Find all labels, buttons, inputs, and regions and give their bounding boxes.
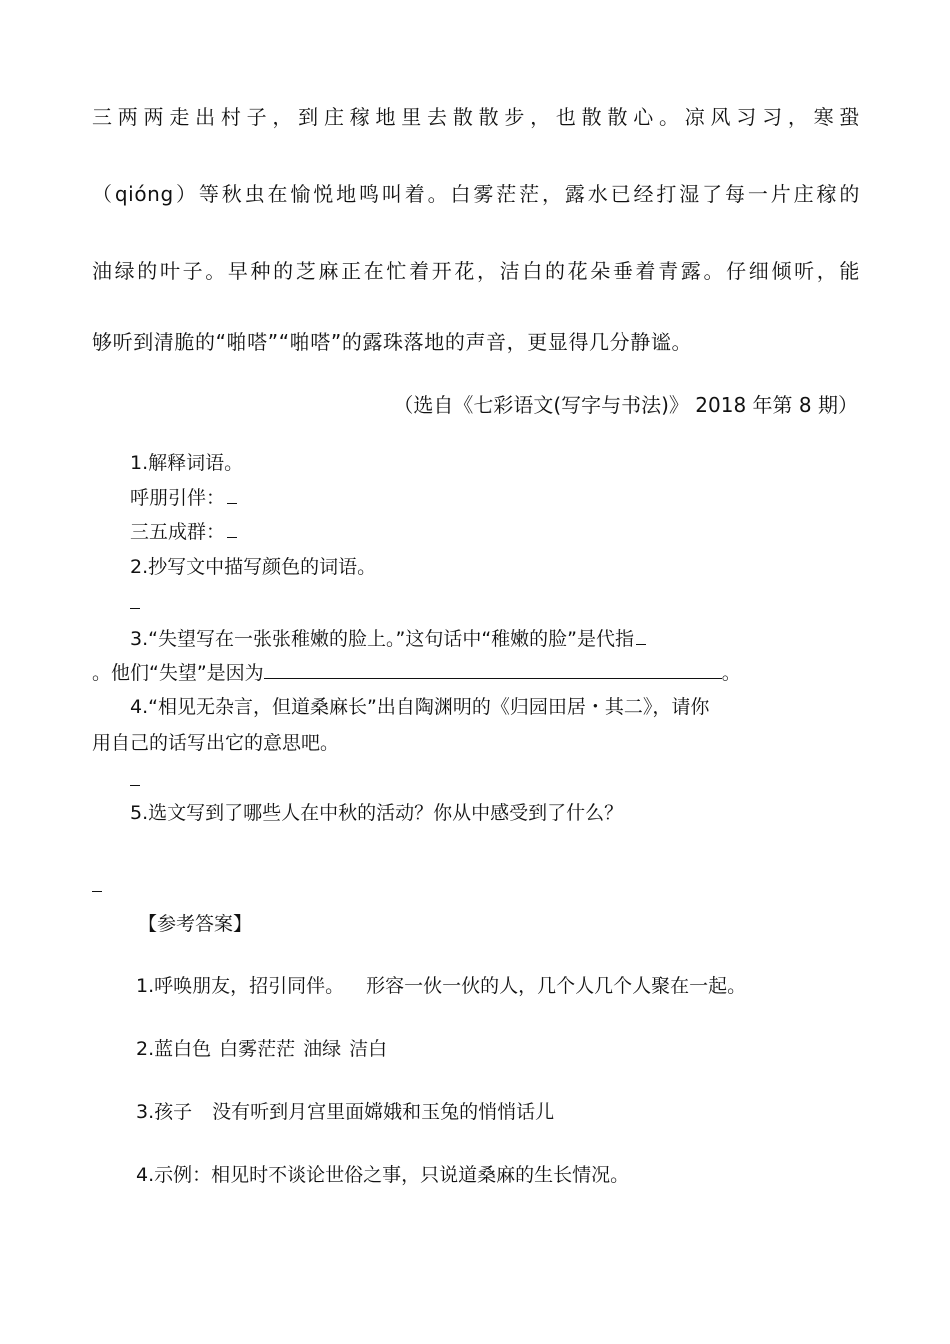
- answer-4: 4.示例：相见时不谈论世俗之事，只说道桑麻的生长情况。: [136, 1164, 630, 1186]
- answer-blank[interactable]: [130, 767, 140, 786]
- answer-1: [136, 972, 746, 1000]
- question-1b-label: 三五成群：: [130, 521, 226, 543]
- question-2-title: 2.抄写文中描写颜色的词语。: [130, 556, 377, 578]
- question-3: [130, 625, 646, 653]
- question-3-text: 3.“失望写在一张张稚嫩的脸上。”这句话中“稚嫩的脸”是代指: [130, 628, 635, 650]
- answer-3-part-2: 没有听到月宫里面嫦娥和玉兔的悄悄话儿: [212, 1101, 555, 1123]
- answer-blank-long[interactable]: [264, 660, 722, 679]
- question-4-line-1: 4.“相见无杂言，但道桑麻长”出自陶渊明的《归园田居・其二》，请你: [130, 696, 710, 718]
- question-1b: [130, 518, 237, 546]
- question-3-cont-b: 。: [721, 662, 741, 684]
- answer-blank[interactable]: [636, 626, 646, 645]
- question-2-answer: [130, 589, 140, 617]
- answer-blank[interactable]: [227, 485, 237, 504]
- answer-blank[interactable]: [130, 590, 140, 609]
- answer-2: [136, 1035, 387, 1063]
- question-1a-label: 呼朋引伴：: [130, 487, 226, 509]
- answer-3: [136, 1098, 554, 1126]
- question-1a: [130, 484, 237, 512]
- question-5: 5.选文写到了哪些人在中秋的活动？你从中感受到了什么？: [130, 802, 624, 824]
- answer-heading: 【参考答案】: [138, 913, 253, 935]
- question-4-answer: [130, 766, 140, 794]
- question-1-title: 1.解释词语。: [130, 452, 244, 474]
- passage-line-1: 三两两走出村子，到庄稼地里去散散步，也散散心。凉风习习，寒蛩: [92, 105, 860, 129]
- answer-blank[interactable]: [92, 873, 102, 892]
- question-5-answer: [92, 872, 102, 900]
- question-4-line-2: 用自己的话写出它的意思吧。: [92, 732, 340, 754]
- passage-line-3: 油绿的叶子。早种的芝麻正在忙着开花，洁白的花朵垂着青露。仔细倾听，能: [92, 259, 860, 283]
- answer-2-item: 油绿: [303, 1038, 342, 1060]
- passage-line-4: 够听到清脆的“啪嗒”“啪嗒”的露珠落地的声音，更显得几分静谧。: [92, 330, 693, 354]
- answer-3-part-1: 3.孩子: [136, 1101, 193, 1123]
- question-3-cont-a: 。他们“失望”是因为: [92, 662, 264, 684]
- answer-blank[interactable]: [227, 519, 237, 538]
- answer-1-part-2: 形容一伙一伙的人，几个人几个人聚在一起。: [366, 975, 747, 997]
- answer-2-item: 2.蓝白色: [136, 1038, 212, 1060]
- passage-source: （选自《七彩语文(写字与书法)》 2018 年第 8 期）: [393, 393, 858, 417]
- answer-2-item: 白雾茫茫: [219, 1038, 296, 1060]
- answer-1-part-1: 1.呼唤朋友，招引同伴。: [136, 975, 345, 997]
- answer-2-item: 洁白: [349, 1038, 388, 1060]
- question-3-continued: [92, 659, 741, 687]
- passage-line-2: （qióng）等秋虫在愉悦地鸣叫着。白雾茫茫，露水已经打湿了每一片庄稼的: [92, 182, 860, 206]
